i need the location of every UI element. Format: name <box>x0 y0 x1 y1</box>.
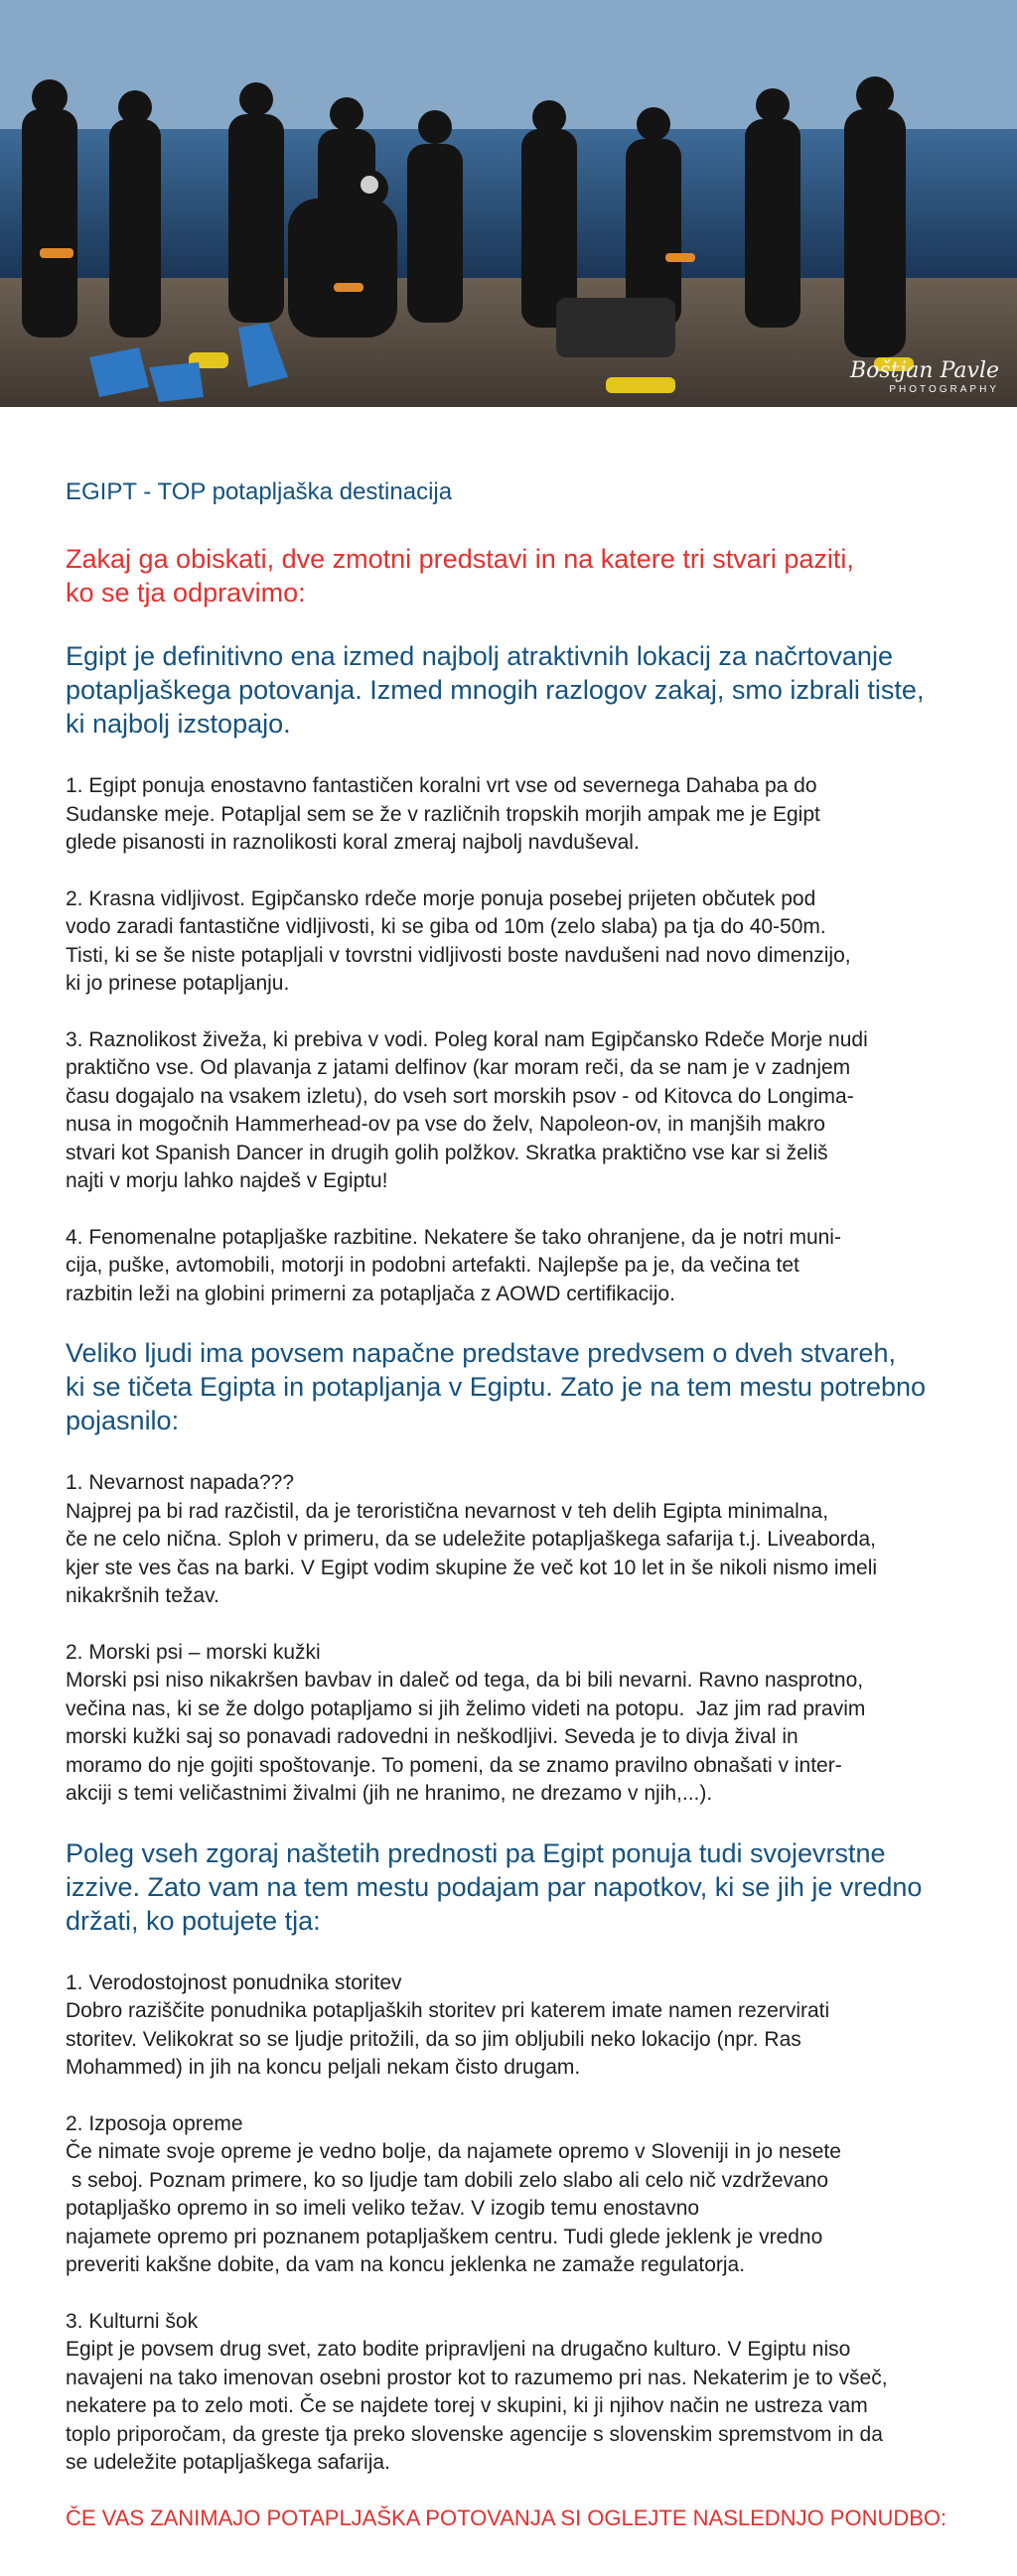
text-line: 2. Izposoja opreme <box>66 2111 243 2135</box>
text-line: navajeni na tako imenovan osebni prostor kot to razumemo pri nas. Nekaterim je to všeč, <box>66 2366 888 2389</box>
heading-line: Veliko ljudi ima povsem napačne predstave predvsem o dveh stvareh, <box>66 1338 896 1368</box>
text-line: 4. Fenomenalne potapljaške razbitine. Nekatere še tako ohranjene, da je notri muni- <box>66 1225 841 1249</box>
text-line: moramo do nje gojiti spoštovanje. To pomeni, da se znamo pravilno obnašati v inter- <box>66 1753 842 1777</box>
tips-heading <box>66 1836 947 1938</box>
text-line: preveriti kakšne dobite, da vam na koncu jeklenka ne zamaže regulatorja. <box>66 2253 746 2276</box>
text-line: 1. Verodostojnost ponudnika storitev <box>66 1970 402 1994</box>
text-line: s seboj. Poznam primere, ko so ljudje tam dobili zelo slabo ali celo nič vzdrževano <box>66 2168 829 2192</box>
text-line: stvari kot Spanish Dancer in drugih golih polžkov. Skratka praktično vse kar si želiš <box>66 1141 828 1164</box>
text-line: nusa in mogočnih Hammerhead-ov pa vse do želv, Napoleon-ov, in manjših makro <box>66 1113 825 1136</box>
photographer-signature <box>850 360 999 395</box>
text-line: glede pisanosti in raznolikosti koral zmeraj najbolj navduševal. <box>66 831 640 854</box>
text-line: nekatere pa to zelo moti. Če se najdete torej v skupini, ki ji njihov način ne ustreza vam <box>66 2394 868 2417</box>
text-line: morski kužki saj so ponavadi radovedni in neškodljivi. Seveda je to divja žival in <box>66 1725 799 1748</box>
text-line: 2. Krasna vidljivost. Egipčansko rdeče morje ponuja posebej prijeten občutek pod <box>66 886 816 910</box>
hero-photo <box>0 0 1017 407</box>
text-line: Mohammed) in jih na koncu peljali nekam čisto drugam. <box>66 2056 581 2079</box>
text-line: vodo zaradi fantastične vidljivosti, ki se giba od 10m (zelo slaba) pa tja do 40-50m. <box>66 915 826 938</box>
text-line: najamete opremo pri poznanem potapljaškem centru. Tudi glede jeklenk je vredno <box>66 2225 823 2248</box>
article-title: EGIPT - TOP potapljaška destinacija <box>66 478 453 505</box>
text-line: nikakršnih težav. <box>66 1584 219 1607</box>
text-line: razbitin leži na globini primerni za potapljača z AOWD certifikacijo. <box>66 1282 675 1305</box>
offer-call-to-action: ČE VAS ZANIMAJO POTAPLJAŠKA POTOVANJA SI OGLEJTE NASLEDNJO PONUDBO: <box>66 2505 947 2530</box>
heading-line: Poleg vseh zgoraj naštetih prednosti pa Egipt ponuja tudi svojevrstne <box>66 1837 886 1868</box>
heading-line: ki se tičeta Egipta in potapljanja v Egiptu. Zato je na tem mestu potrebno <box>66 1372 927 1402</box>
misconception-2 <box>66 1639 947 1809</box>
text-line: 2. Morski psi – morski kužki <box>66 1640 321 1664</box>
text-line: cija, puške, avtomobili, motorji in podobni artefakti. Najlepše pa je, da večina tet <box>66 1254 799 1277</box>
misconception-1 <box>66 1469 947 1611</box>
article <box>0 407 1017 2531</box>
text-line: se udeležite potapljaškega safarija. <box>66 2451 390 2474</box>
reason-4 <box>66 1224 947 1309</box>
signature-name: Boštjan Pavle <box>849 358 999 383</box>
divers-group-illustration <box>0 0 1017 407</box>
text-line: Najprej pa bi rad razčistil, da je teroristična nevarnost v teh delih Egipta minimalna, <box>66 1499 829 1523</box>
intro-blue-line: Egipt je definitivno ena izmed najbolj atraktivnih lokacij za načrtovanje <box>66 641 893 671</box>
text-line: Tisti, ki se še niste potapljali v tovrstni vidljivosti boste navdušeni nad novo dimenzijo, <box>66 943 851 967</box>
text-line: 1. Nevarnost napada??? <box>66 1471 295 1494</box>
text-line: Egipt je povsem drug svet, zato bodite pripravljeni na drugačno kulturo. V Egiptu niso <box>66 2338 851 2361</box>
text-line: praktično vse. Od plavanja z jatami delfinov (kar moram reči, da se nam je v zadnjem <box>66 1056 851 1079</box>
signature-sub: PHOTOGRAPHY <box>889 384 999 395</box>
misconceptions-heading <box>66 1336 947 1437</box>
tip-1 <box>66 1969 947 2083</box>
text-line: ki jo prinese potapljanju. <box>66 972 290 995</box>
reason-1 <box>66 772 947 858</box>
intro-red-heading <box>66 542 947 610</box>
text-line: 3. Raznolikost živeža, ki prebiva v vodi. Poleg koral nam Egipčansko Rdeče Morje nudi <box>66 1027 868 1051</box>
intro-red-line: Zakaj ga obiskati, dve zmotni predstavi in na katere tri stvari paziti, <box>66 544 854 574</box>
text-line: Morski psi niso nikakršen bavbav in daleč od tega, da bi bili nevarni. Ravno nasprotno, <box>66 1669 864 1692</box>
text-line: večina nas, ki se že dolgo potapljamo si jih želimo videti na potopu. Jaz jim rad pravim <box>66 1696 866 1720</box>
text-line: Dobro raziščite ponudnika potapljaških storitev pri katerem imate namen rezervirati <box>66 1999 830 2022</box>
reason-2 <box>66 885 947 999</box>
text-line: akciji s temi veličastnimi živalmi (jih ne hranimo, ne drezamo v njih,...). <box>66 1782 713 1805</box>
reason-3 <box>66 1026 947 1196</box>
tip-3 <box>66 2308 947 2478</box>
text-line: toplo priporočam, da greste tja preko slovenske agencije s slovenskim spremstvom in da <box>66 2422 883 2446</box>
heading-line: izzive. Zato vam na tem mestu podajam par napotkov, ki se jih je vredno <box>66 1871 923 1902</box>
intro-blue-line: ki najbolj izstopajo. <box>66 709 291 739</box>
tip-2 <box>66 2110 947 2280</box>
intro-blue-line: potapljaškega potovanja. Izmed mnogih razlogov zakaj, smo izbrali tiste, <box>66 675 925 705</box>
text-line: najti v morju lahko najdeš v Egiptu! <box>66 1169 388 1192</box>
text-line: času dogajalo na vsakem izletu), do vseh sort morskih psov - od Kitovca do Longima- <box>66 1084 854 1108</box>
text-line: kjer ste ves čas na barki. V Egipt vodim skupine že več kot 10 let in še nikoli nismo imeli <box>66 1556 878 1579</box>
text-line: storitev. Velikokrat so se ljudje pritožili, da so jim obljubili neko lokacijo (npr. Ras <box>66 2027 801 2051</box>
intro-blue-heading <box>66 639 947 741</box>
text-line: Sudanske meje. Potapljal sem se že v različnih tropskih morjih ampak me je Egipt <box>66 802 820 826</box>
heading-line: pojasnilo: <box>66 1406 180 1435</box>
text-line: Če nimate svoje opreme je vedno bolje, da najamete opremo v Sloveniji in jo nesete <box>66 2140 841 2163</box>
text-line: 1. Egipt ponuja enostavno fantastičen koralni vrt vse od severnega Dahaba pa do <box>66 774 817 797</box>
intro-red-line: ko se tja odpravimo: <box>66 578 306 608</box>
text-line: če ne celo nična. Sploh v primeru, da se udeležite potapljaškega safarija t.j. Liveaborda, <box>66 1528 876 1551</box>
text-line: potapljaško opremo in so imeli veliko težav. V izogib temu enostavno <box>66 2197 700 2220</box>
text-line: 3. Kulturni šok <box>66 2309 199 2333</box>
heading-line: držati, ko potujete tja: <box>66 1905 321 1936</box>
